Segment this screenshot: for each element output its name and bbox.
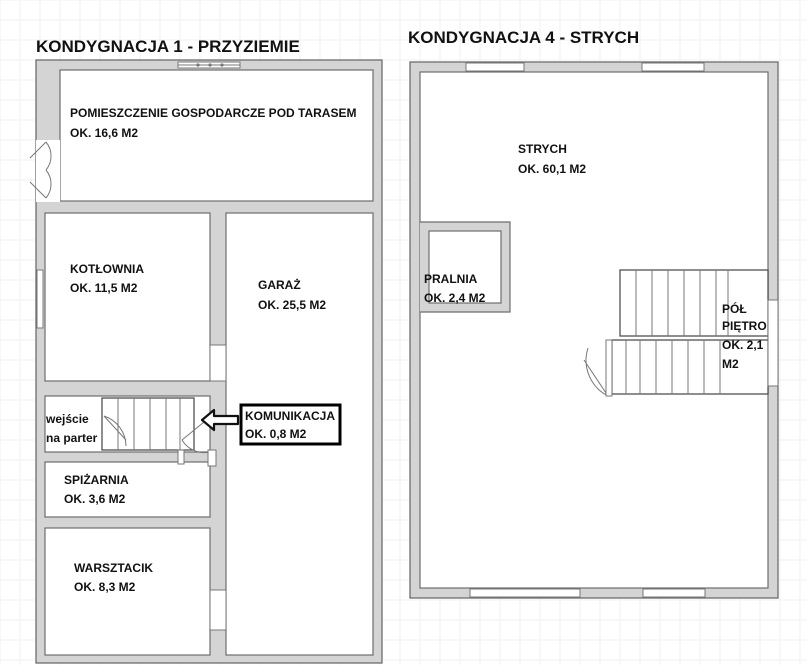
label-gospodarcze-area: OK. 16,6 M2 [70,126,139,140]
label-garaz-name: GARAŻ [258,278,301,292]
label-spizarnia-area: OK. 3,6 M2 [64,492,126,506]
label-strych-area: OK. 60,1 M2 [518,162,587,176]
ground-stairs [102,398,194,450]
attic-bottom-window-2 [643,589,705,597]
label-kotlownia-area: OK. 11,5 M2 [70,281,138,295]
kotlownia-window [37,270,43,328]
label-polpietro-line3: OK. 2,1 [722,338,764,352]
title-attic: KONDYGNACJA 4 - STRYCH [408,28,640,47]
label-komunikacja-name: KOMUNIKACJA [245,409,335,423]
label-komunikacja-area: OK. 0,8 M2 [245,427,307,441]
garage-side-opening [210,345,226,381]
side-double-door [30,140,60,202]
label-wejscie-line1: wejście [46,412,89,426]
room-kotlownia [45,213,210,381]
attic-top-window-1 [466,63,524,71]
label-garaz-area: OK. 25,5 M2 [258,298,327,312]
label-gospodarcze-name: POMIESZCZENIE GOSPODARCZE POD TARASEM [70,106,357,120]
label-pralnia-name: PRALNIA [424,272,478,286]
landing-window [768,300,778,386]
room-spizarnia [45,462,210,517]
attic-top-window-2 [642,63,704,71]
label-warsztacik-area: OK. 8,3 M2 [74,580,136,594]
label-polpietro-line1: PÓŁ [722,302,747,316]
label-spizarnia-name: SPIŻARNIA [64,473,129,487]
label-wejscie-line2: na parter [46,431,98,445]
label-polpietro-line4: M2 [722,357,739,371]
attic-bottom-window-1 [470,589,580,597]
label-pralnia-area: OK. 2,4 M2 [424,291,486,305]
warsztacik-opening [210,590,226,630]
label-polpietro-line2: PIĘTRO [722,319,767,333]
label-strych-name: STRYCH [518,142,567,156]
title-ground-floor: KONDYGNACJA 1 - PRZYZIEMIE [36,37,300,56]
label-kotlownia-name: KOTŁOWNIA [70,262,144,276]
label-warsztacik-name: WARSZTACIK [74,561,154,575]
